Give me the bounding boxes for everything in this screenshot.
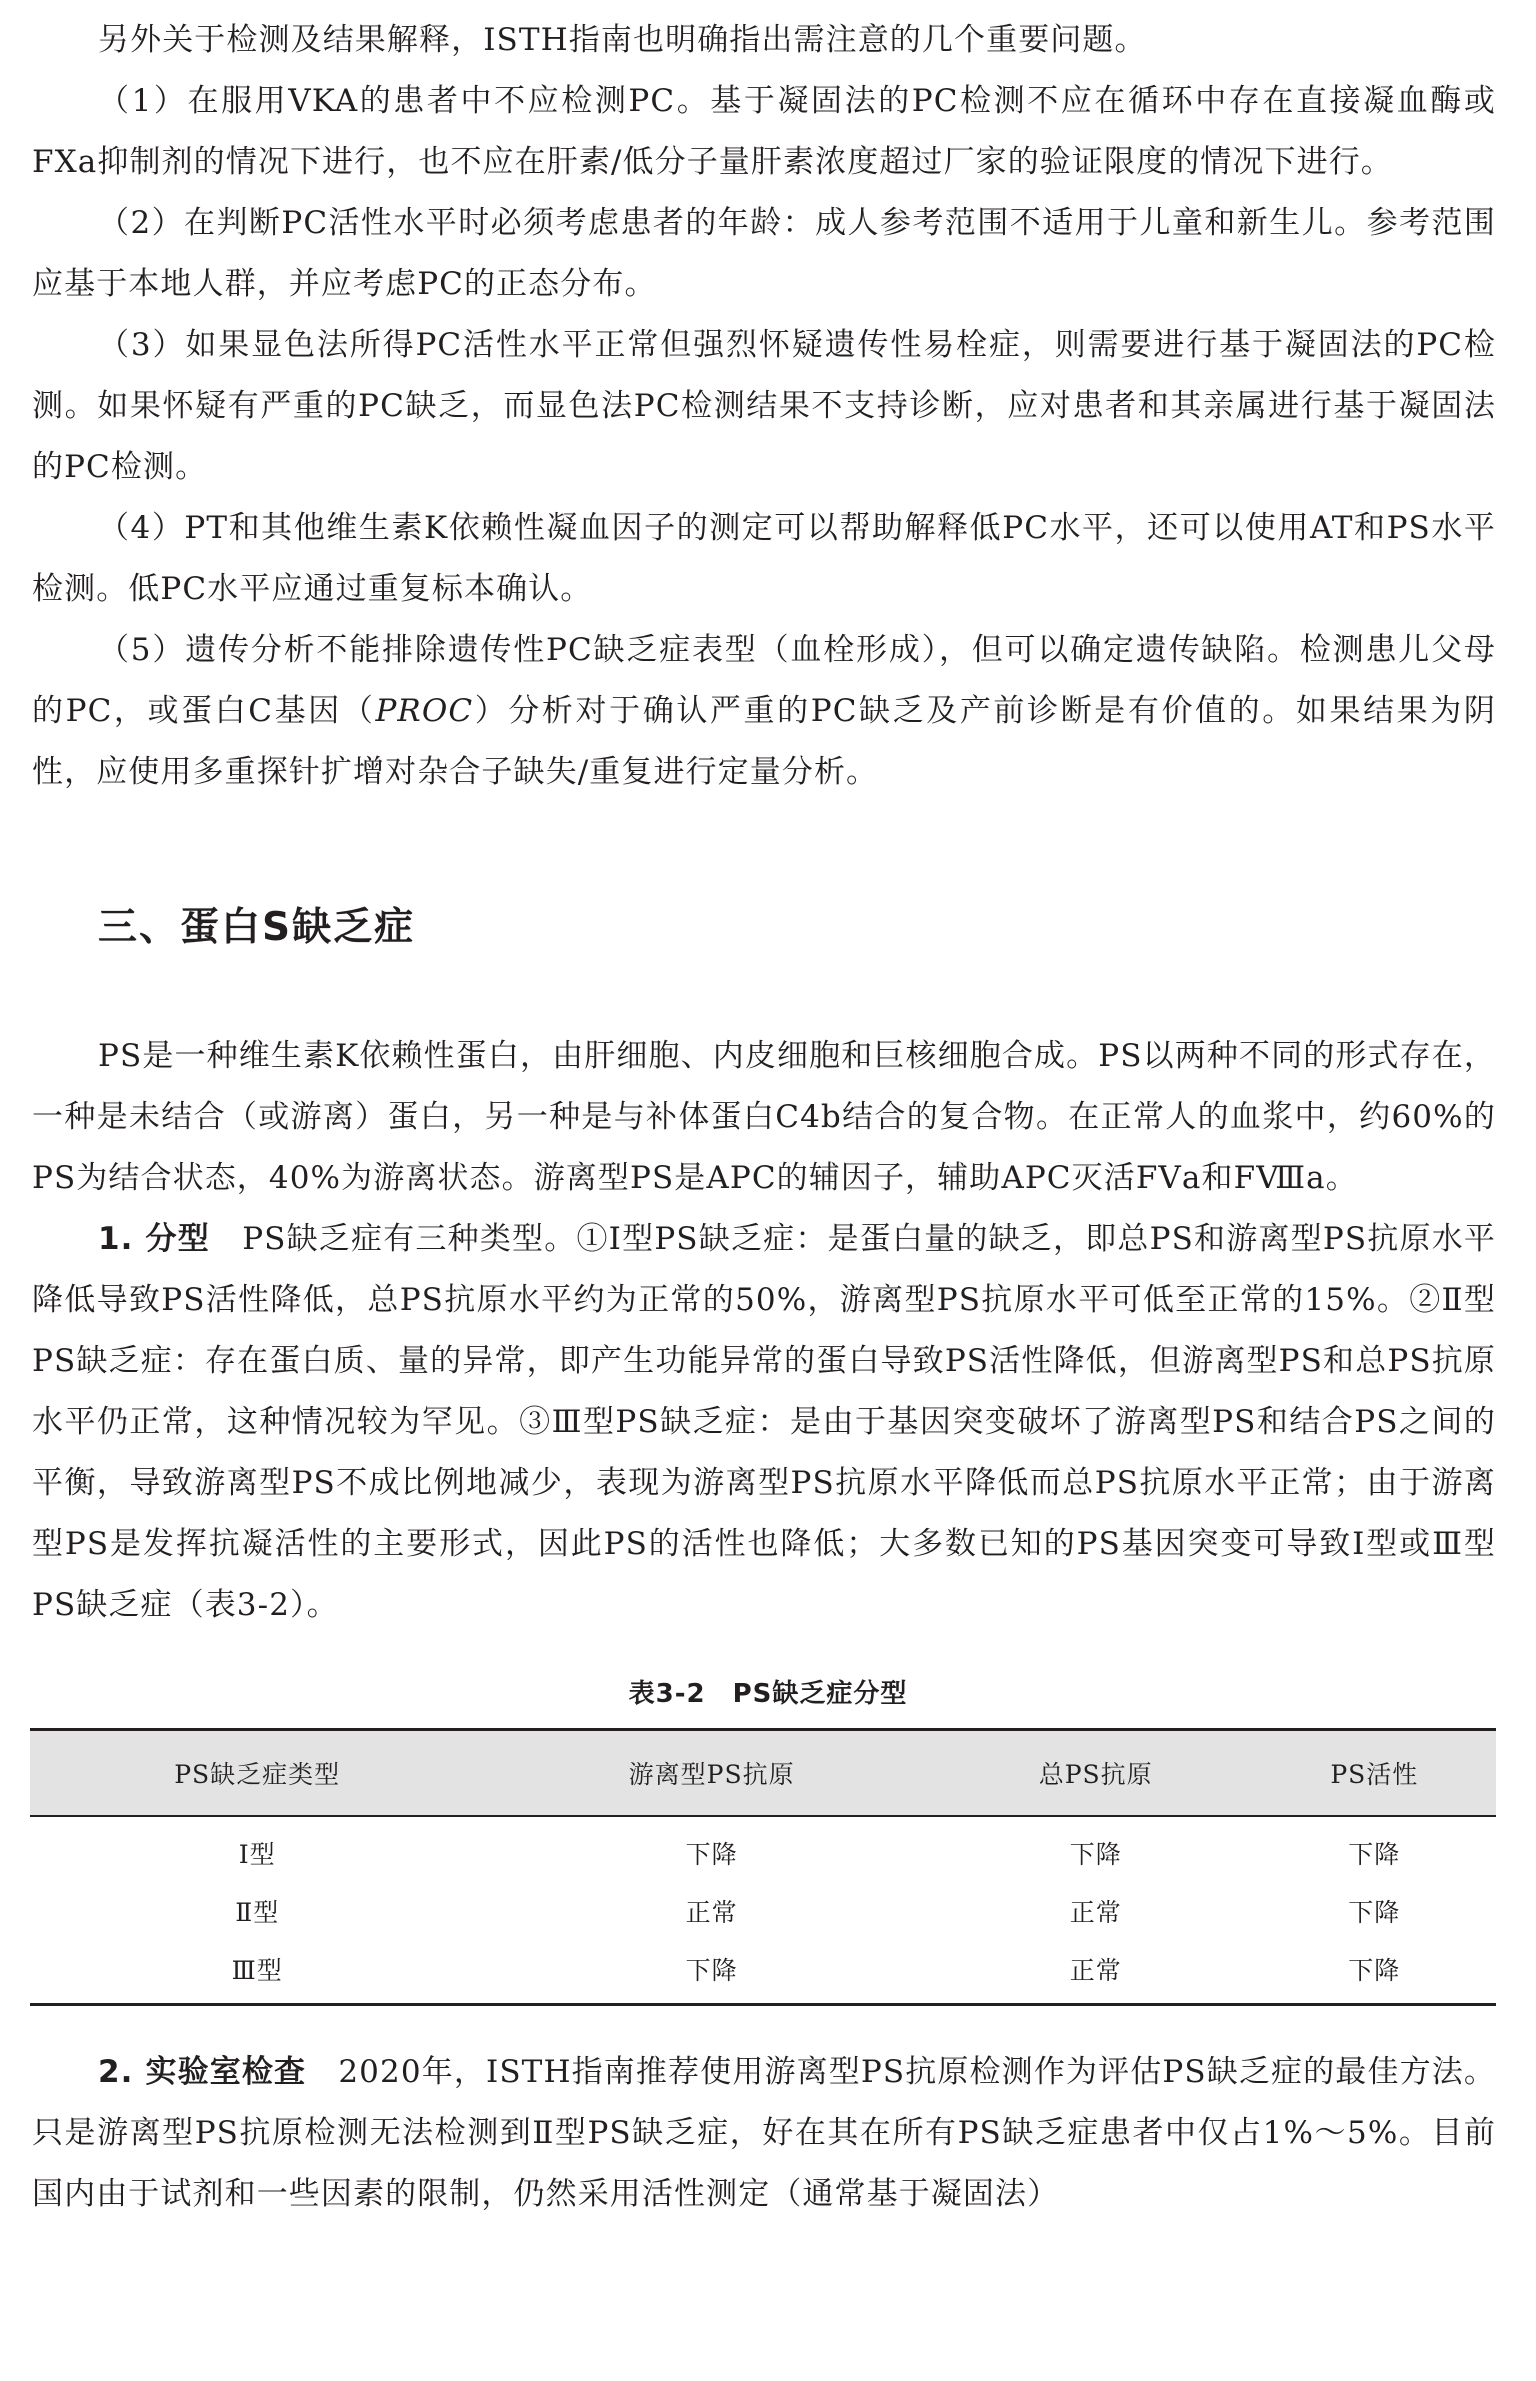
ps-deficiency-table [30,1728,1496,2006]
table-cell: 正常 [939,1940,1253,2005]
table-cell: 下降 [1348,1840,1401,1869]
paragraph-item-5-after: ）分析对于确认严重的PC缺乏及产前诊断是有价值的。如果结果为阴性，应使用多重探针扩增对杂合子缺失/重复进行定量分析。 [32,693,1496,790]
lab-exam-text: 2020年，ISTH指南推荐使用游离型PS抗原检测作为评估PS缺乏症的最佳方法。只是游离型PS抗原检测无法检测到Ⅱ型PS缺乏症，好在其在所有PS缺乏症患者中仅占1%～5%。目前国内由于试剂和一些因素的限制，仍然采用活性测定（通常基于凝固法） [32,2054,1496,2212]
table-cell: 下降 [1348,1898,1401,1927]
table-cell: Ⅲ型 [30,1940,484,2005]
paragraph-item-2: （2）在判断PC活性水平时必须考虑患者的年龄：成人参考范围不适用于儿童和新生儿。参考范围应基于本地人群，并应考虑PC的正态分布。 [32,205,1496,302]
lab-exam-label: 2. 实验室检查 [98,2054,307,2090]
table-row [30,1882,1496,1940]
table-cell: Ⅰ型 [238,1840,276,1869]
section-heading-protein-s: 三、蛋白S缺乏症 [98,905,416,950]
paragraph-classification [32,1209,1496,1636]
paragraph-ps-intro: PS是一种维生素K依赖性蛋白，由肝细胞、内皮细胞和巨核细胞合成。PS以两种不同的形式存在，一种是未结合（或游离）蛋白，另一种是与补体蛋白C4b结合的复合物。在正常人的血浆中，约60%的PS为结合状态，40%为游离状态。游离型PS是APC的辅因子，辅助APC灭活FⅤa和FⅧa。 [32,1038,1496,1196]
table-cell: 正常 [685,1898,738,1927]
table-cell: 下降 [1069,1840,1122,1869]
table-caption: 表3-2 PS缺乏症分型 [628,1679,908,1709]
table-cell: 下降 [484,1940,938,2005]
paragraph-item-1: （1）在服用VKA的患者中不应检测PC。基于凝固法的PC检测不应在循环中存在直接凝血酶或FXa抑制剂的情况下进行，也不应在肝素/低分子量肝素浓度超过厂家的验证限度的情况下进行。 [32,83,1496,180]
table-header-cell: PS活性 [1253,1730,1496,1817]
paragraph-lab-exam [32,2042,1496,2225]
table-cell: 下降 [685,1840,738,1869]
table-header-cell: 游离型PS抗原 [484,1730,938,1817]
classification-label: 1. 分型 [98,1221,210,1257]
paragraph-item-5-before: （5）遗传分析不能排除遗传性PC缺乏症表型（血栓形成），但可以确定遗传缺陷。检测患儿父母的PC，或蛋白C基因（ [32,632,1496,729]
table-cell: 下降 [1253,1940,1496,2005]
table-header-cell: 总PS抗原 [939,1730,1253,1817]
paragraph-item-4: （4）PT和其他维生素K依赖性凝血因子的测定可以帮助解释低PC水平，还可以使用AT和PS水平检测。低PC水平应通过重复标本确认。 [32,510,1496,607]
table-cell: 正常 [1069,1898,1122,1927]
table-row [30,1816,1496,1882]
table-header-row [30,1730,1496,1817]
table-row [30,1940,1496,2005]
gene-name-proc: PROC [375,693,474,729]
paragraph-item-5 [32,620,1496,803]
paragraph-item-3: （3）如果显色法所得PC活性水平正常但强烈怀疑遗传性易栓症，则需要进行基于凝固法的PC检测。如果怀疑有严重的PC缺乏，而显色法PC检测结果不支持诊断，应对患者和其亲属进行基于凝固法的PC检测。 [32,327,1496,485]
paragraph-intro-notes: 另外关于检测及结果解释，ISTH指南也明确指出需注意的几个重要问题。 [98,22,1147,58]
table-cell: Ⅱ型 [235,1898,280,1927]
classification-text: PS缺乏症有三种类型。①Ⅰ型PS缺乏症：是蛋白量的缺乏，即总PS和游离型PS抗原水平降低导致PS活性降低，总PS抗原水平约为正常的50%，游离型PS抗原水平可低至正常的15%。②Ⅱ型PS缺乏症：存在蛋白质、量的异常，即产生功能异常的蛋白导致PS活性降低，但游离型PS和总PS抗原水平仍正常，这种情况较为罕见。③Ⅲ型PS缺乏症：是由于基因突变破坏了游离型PS和结合PS之间的平衡，导致游离型PS不成比例地减少，表现为游离型PS抗原水平降低而总PS抗原水平正常；由于游离型PS是发挥抗凝活性的主要形式，因此PS的活性也降低；大多数已知的PS基因突变可导致Ⅰ型或Ⅲ型PS缺乏症（表3-2）。 [32,1221,1497,1623]
table-header-cell: PS缺乏症类型 [30,1730,484,1817]
